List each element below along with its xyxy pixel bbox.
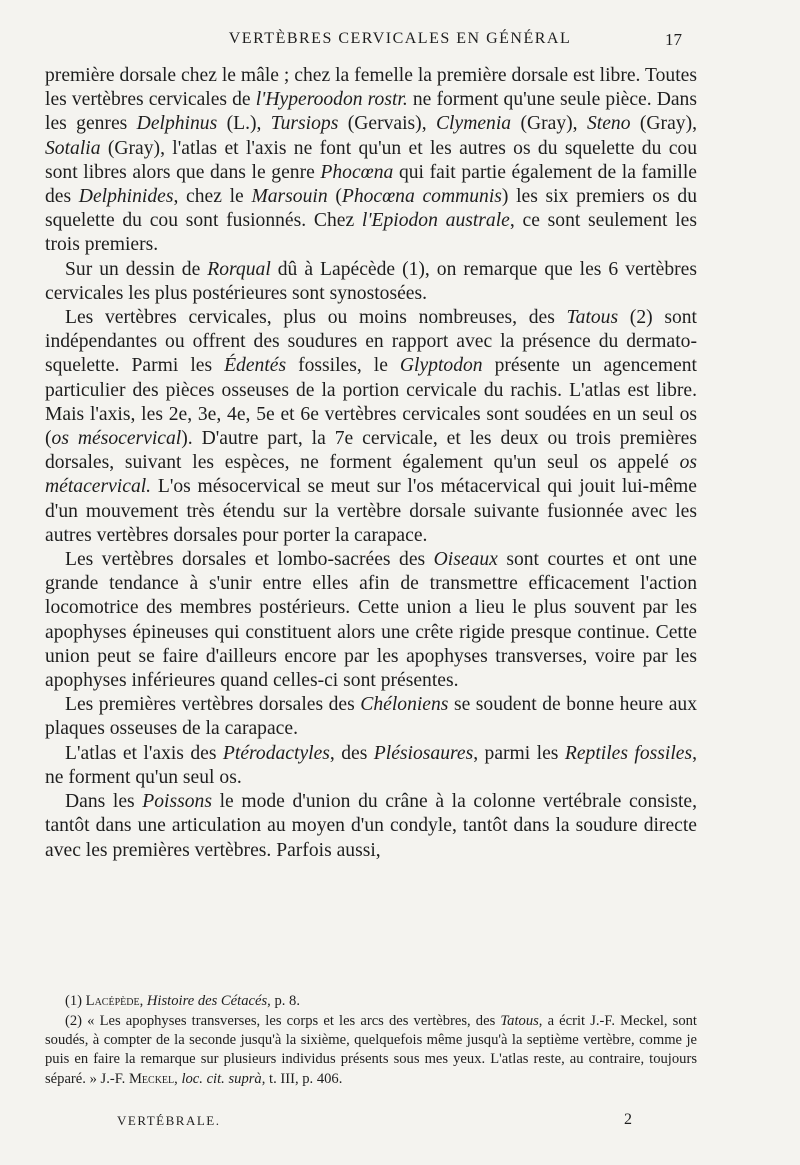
italic-run: Reptiles fossiles xyxy=(564,742,693,764)
text-run: L'atlas et l'axis des xyxy=(65,742,223,764)
italic-run: Histoire des Cétacés xyxy=(146,993,268,1009)
signature-label: VERTÉBRALE. xyxy=(117,1113,221,1128)
text-run: , chez le xyxy=(173,186,252,208)
text-run: , xyxy=(174,1070,182,1087)
small-caps-name: Meckel xyxy=(128,1070,175,1087)
text-run: , t. III, p. 406. xyxy=(261,1070,343,1087)
footnote-text xyxy=(45,1012,697,1089)
italic-run: Phocœna xyxy=(320,161,394,183)
text-run: Les premières vertèbres dorsales des xyxy=(65,694,361,716)
italic-run: Phocœna communis xyxy=(341,186,502,208)
running-title: VERTÈBRES CERVICALES EN GÉNÉRAL xyxy=(228,30,572,47)
text-run: (1) xyxy=(65,993,86,1009)
text-run: , xyxy=(139,993,147,1009)
text-run: dû à Lapécède (1), on remarque que les 6 vertèbres cervicales les plus postérieures sont synostosées. xyxy=(45,258,697,304)
italic-run: Tursiops xyxy=(270,113,339,135)
text-run: (Gray), xyxy=(630,113,697,135)
small-caps-name: Lacépède xyxy=(85,993,140,1009)
text-run: , p. 8. xyxy=(267,993,300,1009)
text-run: ). D'autre part, la 7e cervicale, et les deux ou trois premières dorsales, suivant les espèces, ne forment également qu'un seul os appelé xyxy=(45,428,697,474)
text-run: (Gray), l'atlas et l'axis ne font qu'un et les autres os du squelette du cou sont libres alors que dans le genre xyxy=(45,137,697,183)
italic-run: Oiseaux xyxy=(433,549,498,571)
italic-run: Tatous xyxy=(500,1013,539,1029)
text-run: (L.), xyxy=(217,113,271,135)
text-run: , a écrit J.-F. Meckel, sont soudés, à compter de la seconde jusqu'à la sixième, quelquefois même jusqu'à la septième vertèbre, comme je puis en faire la remarque sur plusieurs individus présents sous mes yeux. L'atlas reste, au contraire, toujours séparé. » J.-F. xyxy=(45,1013,697,1087)
text-run: se soudent de bonne heure aux plaques osseuses de la carapace. xyxy=(45,694,697,740)
text-run: qui fait partie également de la famille des xyxy=(45,161,697,208)
paragraph xyxy=(45,790,697,863)
text-run: fossiles, le xyxy=(286,355,400,377)
signature-number: 2 xyxy=(624,1111,632,1128)
text-run: , ce sont seulement les trois premiers. xyxy=(45,210,697,256)
italic-run: os mésocervical xyxy=(51,428,182,450)
text-run: (Gray), xyxy=(511,113,587,135)
italic-run: loc. cit. suprà xyxy=(181,1070,262,1087)
paragraph xyxy=(45,306,697,548)
page-header xyxy=(0,30,800,54)
paragraph xyxy=(45,693,697,741)
italic-run: Ptérodactyles xyxy=(222,742,330,764)
text-run: Sur un dessin de xyxy=(65,258,208,280)
text-run: (2) « Les apophyses transverses, les corps et les arcs des vertèbres, des xyxy=(65,1013,501,1029)
text-run: Les vertèbres dorsales et lombo-sacrées des xyxy=(65,549,434,571)
text-run: le mode d'union du crâne à la colonne vertébrale consiste, tantôt dans une articulation au moyen d'un condyle, tantôt dans la soudure directe avec les premières vertèbres. Parfois aussi, xyxy=(45,791,697,861)
footnote-2 xyxy=(45,1012,697,1089)
text-run: ( xyxy=(327,186,342,208)
italic-run: Chéloniens xyxy=(360,694,449,716)
body-text xyxy=(45,64,697,863)
italic-run: Steno xyxy=(586,113,631,135)
italic-run: l'Epiodon australe xyxy=(361,210,510,232)
italic-run: Édentés xyxy=(224,355,287,377)
text-run: ) les six premiers os du squelette du cou sont fusionnés. Chez xyxy=(45,186,697,232)
paragraph xyxy=(45,548,697,693)
italic-run: Poissons xyxy=(142,791,212,813)
text-run: sont courtes et ont une grande tendance à s'unir entre elles afin de transmettre efficacement l'action locomotrice des membres postérieurs. Cette union a lieu le plus souvent par les apophyses épineuses qui constituent alors une crête rigide presque continue. Cette union peut se faire d'ailleurs encore par les apophyses transverses, voire par les apophyses inférieures quand celles-ci sont présentes. xyxy=(45,549,697,692)
paragraph xyxy=(45,258,697,306)
page-number: 17 xyxy=(665,30,682,49)
italic-run: Delphinus xyxy=(136,113,218,135)
text-run: , ne forment qu'un seul os. xyxy=(45,742,698,788)
paragraph xyxy=(45,742,697,790)
text-run: (2) sont indépendantes ou offrent des soudures en rapport avec la présence du dermato-squelette. Parmi les xyxy=(45,307,697,377)
text-run: (Gervais), xyxy=(338,113,436,135)
footnote-1 xyxy=(45,992,697,1011)
italic-run: Tatous xyxy=(566,307,619,329)
text-run: Dans les xyxy=(65,791,143,813)
text-run: ne forment qu'une seule pièce. Dans les genres xyxy=(45,89,697,135)
paragraph xyxy=(45,64,697,258)
italic-run: Plésiosaures xyxy=(373,742,474,764)
italic-run: Rorqual xyxy=(207,258,271,280)
italic-run: Glyptodon xyxy=(399,355,483,377)
text-run: présente un agencement particulier des pièces osseuses de la portion cervicale du rachis. L'atlas est libre. Mais l'axis, les 2e, 3e, 4e, 5e et 6e vertèbres cervicales sont soudées en un seul os ( xyxy=(45,355,697,450)
text-run: Les vertèbres cervicales, plus ou moins nombreuses, des xyxy=(65,307,567,329)
italic-run: Clymenia xyxy=(435,113,512,135)
italic-run: Marsouin xyxy=(251,186,328,208)
italic-run: Sotalia xyxy=(45,137,101,159)
text-run: première dorsale chez le mâle ; chez la femelle la première dorsale est libre. Toutes les vertèbres cervicales de xyxy=(45,65,697,111)
italic-run: l'Hyperoodon rostr. xyxy=(255,89,408,111)
footnote-text xyxy=(45,992,697,1011)
text-run: , des xyxy=(329,742,374,764)
italic-run: os métacervical. xyxy=(45,452,697,498)
text-run: L'os mésocervical se meut sur l'os métacervical qui jouit lui-même d'un mouvement très étendu sur la vertèbre dorsale suivante fusionnée avec les autres vertèbres dorsales pour porter la carapace. xyxy=(45,476,697,546)
italic-run: Delphinides xyxy=(78,186,174,208)
text-run: , parmi les xyxy=(473,742,565,764)
